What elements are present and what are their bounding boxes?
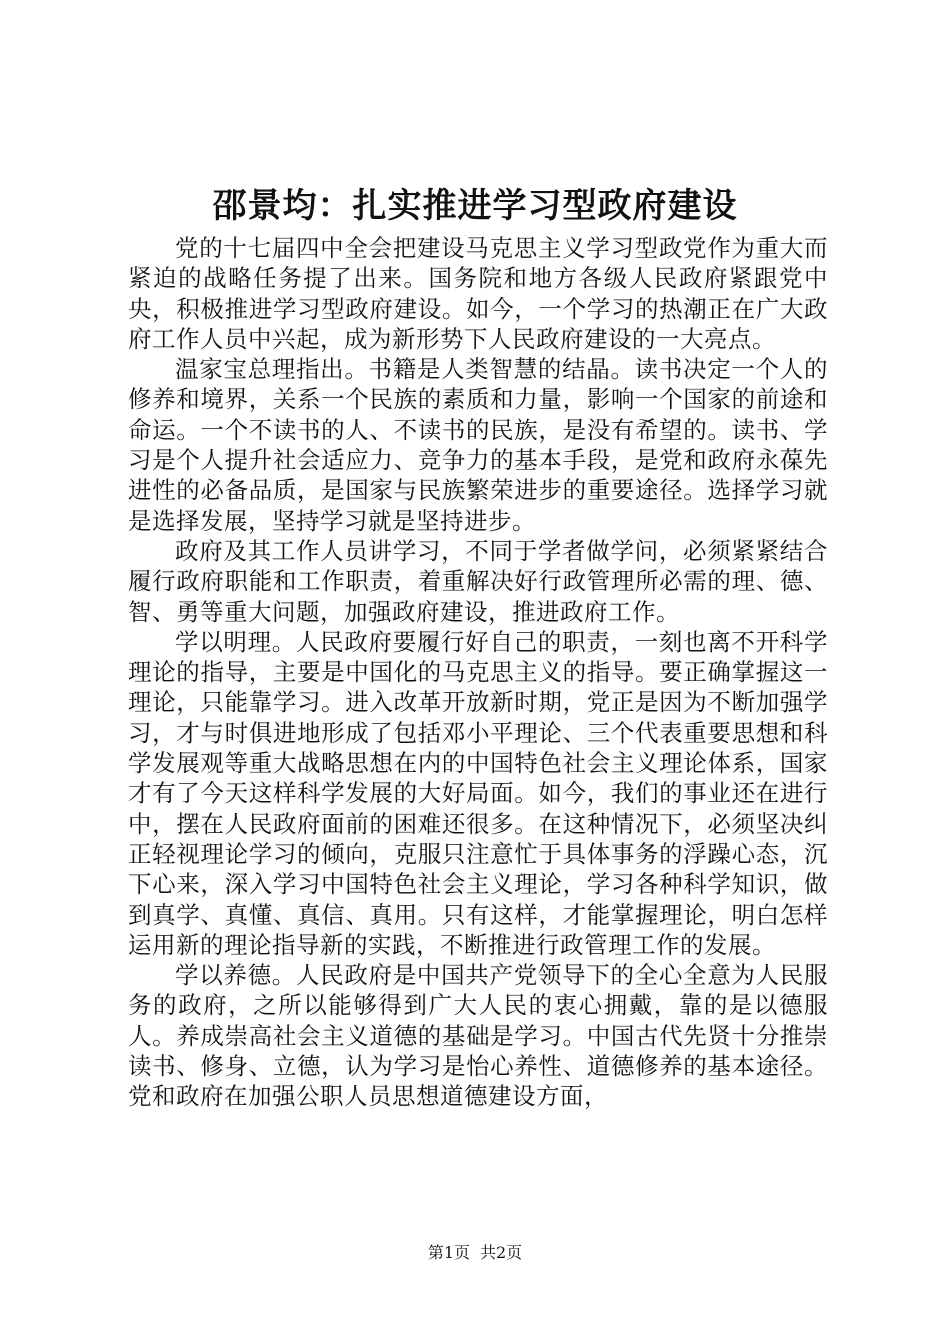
paragraph-4: 学以明理。人民政府要履行好自己的职责，一刻也离不开科学理论的指导，主要是中国化的马克思主义的指导。要正确掌握这一理论，只能靠学习。进入改革开放新时期，党正是因为不断加强学习，才与时俱进地形成了包括邓小平理论、三个代表重要思想和科学发展观等重大战略思想在内的中国特色社会主义理论体系，国家才有了今天这样科学发展的大好局面。如今，我们的事业还在进行中，摆在人民政府面前的困难还很多。在这种情况下，必须坚决纠正轻视理论学习的倾向，克服只注意忙于具体事务的浮躁心态，沉下心来，深入学习中国特色社会主义理论，学习各种科学知识，做到真学、真懂、真信、真用。只有这样，才能掌握理论，明白怎样运用新的理论指导新的实践，不断推进行政管理工作的发展。 — [128, 627, 828, 959]
paragraph-1: 党的十七届四中全会把建设马克思主义学习型政党作为重大而紧迫的战略任务提了出来。国务院和地方各级人民政府紧跟党中央，积极推进学习型政府建设。如今，一个学习的热潮正在广大政府工作人员中兴起，成为新形势下人民政府建设的一大亮点。 — [128, 234, 828, 353]
page-footer — [0, 1242, 950, 1264]
document-body — [128, 233, 828, 1112]
paragraph-5: 学以养德。人民政府是中国共产党领导下的全心全意为人民服务的政府，之所以能够得到广大人民的衷心拥戴，靠的是以德服人。养成崇高社会主义道德的基础是学习。中国古代先贤十分推崇读书、修身、立德，认为学习是怡心养性、道德修养的基本途径。党和政府在加强公职人员思想道德建设方面， — [128, 961, 828, 1111]
page-number: 第1页 — [427, 1243, 470, 1262]
paragraph-3: 政府及其工作人员讲学习，不同于学者做学问，必须紧紧结合履行政府职能和工作职责，着重解决好行政管理所必需的理、德、智、勇等重大问题，加强政府建设，推进政府工作。 — [128, 536, 828, 626]
page-total: 共2页 — [480, 1243, 523, 1262]
paragraph-2: 温家宝总理指出。书籍是人类智慧的结晶。读书决定一个人的修养和境界，关系一个民族的素质和力量，影响一个国家的前途和命运。一个不读书的人、不读书的民族，是没有希望的。读书、学习是个人提升社会适应力、竞争力的基本手段，是党和政府永葆先进性的必备品质，是国家与民族繁荣进步的重要途径。选择学习就是选择发展，坚持学习就是坚持进步。 — [128, 355, 828, 535]
page-title: 邵景均：扎实推进学习型政府建设 — [212, 186, 738, 226]
